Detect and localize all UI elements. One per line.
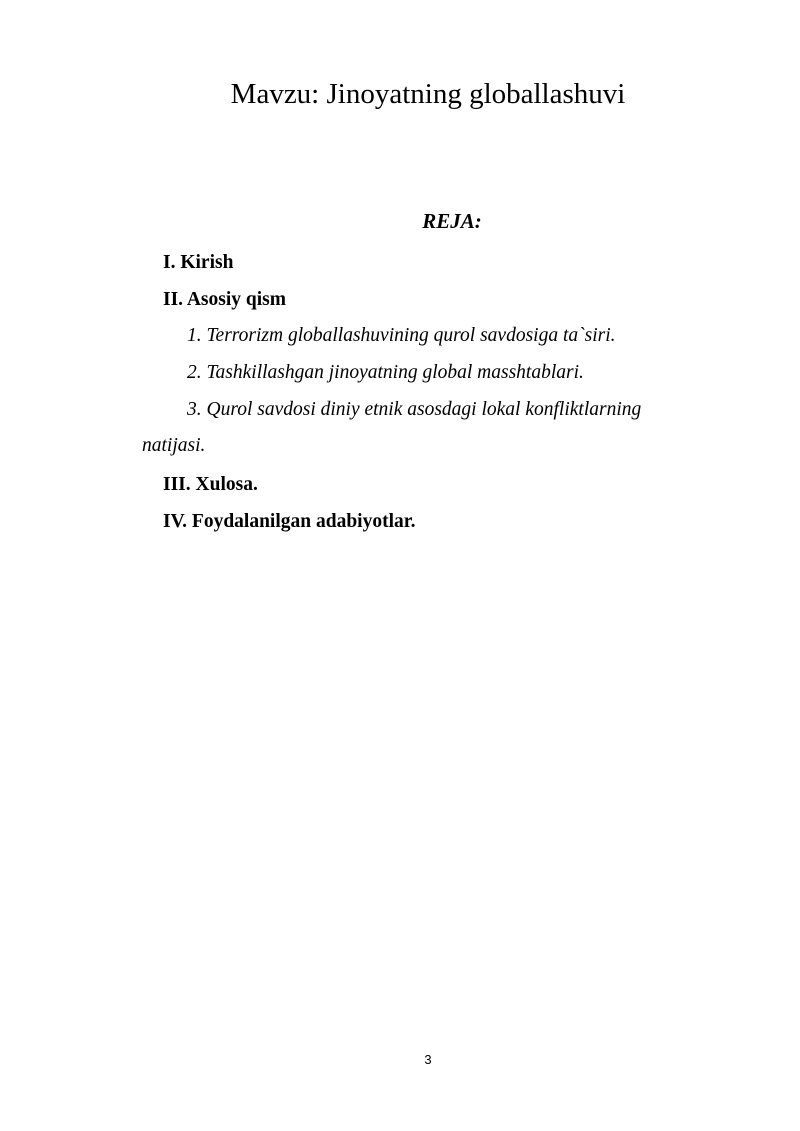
plan-item-main-part: II. Asosiy qism — [163, 289, 286, 310]
plan-heading: REJA: — [422, 209, 482, 233]
plan-subitem-3: 3. Qurol savdosi diniy etnik asosdagi lokal konfliktlarning — [187, 399, 642, 420]
plan-subitem-2: 2. Tashkillashgan jinoyatning global masshtablari. — [187, 362, 584, 383]
page-number: 3 — [424, 1052, 432, 1067]
plan-item-introduction: I. Kirish — [163, 252, 234, 273]
plan-item-references: IV. Foydalanilgan adabiyotlar. — [163, 511, 416, 532]
page-title: Mavzu: Jinoyatning globallashuvi — [230, 78, 626, 110]
plan-subitem-3-continuation: natijasi. — [142, 435, 206, 456]
plan-subitem-1: 1. Terrorizm globallashuvining qurol savdosiga ta`siri. — [187, 325, 616, 346]
plan-item-conclusion: III. Xulosa. — [163, 474, 258, 495]
